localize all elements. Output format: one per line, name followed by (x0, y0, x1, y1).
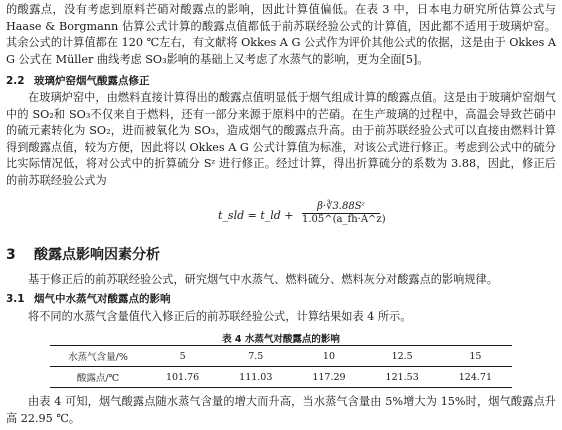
formula-denominator: 1.05^(a_fh·A^z) (302, 214, 386, 225)
table-row (50, 367, 512, 388)
section-heading-3 (6, 246, 160, 264)
table-row (50, 346, 512, 367)
table-cell: 12.5 (366, 346, 439, 367)
table-row-label: 水蒸气含量/% (50, 346, 146, 367)
table-cell: 101.76 (146, 367, 219, 388)
table-cell: 124.71 (439, 367, 512, 388)
table-caption: 表 4 水蒸气对酸露点的影响 (222, 334, 340, 345)
section-number: 3.1 (6, 293, 25, 305)
table-4 (50, 345, 512, 388)
table-cell: 10 (292, 346, 365, 367)
table-cell: 117.29 (292, 367, 365, 388)
paragraph-3-1: 将不同的水蒸气含量值代入修正后的前苏联经验公式，计算结果如表 4 所示。 (28, 310, 412, 323)
formula-lhs: t_sld = t_ld + (218, 209, 294, 222)
section-number: 2.2 (6, 75, 25, 87)
table-cell: 7.5 (219, 346, 292, 367)
paragraph-3: 基于修正后的前苏联经验公式，研究烟气中水蒸气、燃料硫分、燃料灰分对酸露点的影响规律。 (28, 273, 498, 286)
section-heading-3-1 (6, 292, 171, 306)
section-title: 酸露点影响因素分析 (34, 247, 160, 263)
table-cell: 5 (146, 346, 219, 367)
section-title: 玻璃炉窑烟气酸露点修正 (34, 75, 150, 87)
formula-fraction (302, 201, 386, 225)
formula (218, 201, 418, 237)
paragraph-top: 的酸露点，没有考虑到原料芒硝对酸露点的影响，因此计算值偏低。在表 3 中，日本电力研究所估算公式与 Haase & Borgmann 估算公式计算的酸露点值都低于前苏联经验公式的计算值，因此都不适用于玻璃炉窑。其余公式的计算值都在 120 ℃左右，有文献将 Okkes A G 公式作为评价其他公式的依据，这是由于 Okkes A G 公式在 Müller 曲线考虑 SO₃影响的基础上又考虑了水蒸气的影响，更为全面[5]。 (6, 3, 556, 66)
table-cell: 111.03 (219, 367, 292, 388)
paragraph-end: 由表 4 可知，烟气酸露点随水蒸气含量的增大而升高，当水蒸气含量由 5%增大为 15%时，烟气酸露点升高 22.95 ℃。 (6, 395, 556, 425)
formula-numerator: β·∛3.88Sᶻ (302, 201, 380, 214)
section-title: 烟气中水蒸气对酸露点的影响 (34, 293, 171, 305)
table-cell: 15 (439, 346, 512, 367)
table-row-label: 酸露点/℃ (50, 367, 146, 388)
section-heading-2-2 (6, 74, 150, 88)
paragraph-2-2: 在玻璃炉窑中，由燃料直接计算得出的酸露点值明显低于烟气组成计算的酸露点值。这是由于玻璃炉窑烟气中的 SO₂和 SO₃不仅来自于燃料，还有一部分来源于原料中的芒硝。在生产玻璃的过程中，高温会导致芒硝中的硫元素转化为 SO₂，进而被氧化为 SO₃，造成烟气的酸露点升高。由于前苏联经验公式可以直接由燃料计算得到酸露点值，较为方便，因此将以 Okkes A G 公式计算值为标准，对该公式进行修正。考虑到公式中的硫分比实际情况低，将对公式中的折算硫分 Sᶻ 进行修正。经过计算，得出折算硫分的系数为 3.88，因此，修正后的前苏联经验公式为 (6, 91, 556, 187)
table-cell: 121.53 (366, 367, 439, 388)
section-number: 3 (6, 247, 16, 263)
